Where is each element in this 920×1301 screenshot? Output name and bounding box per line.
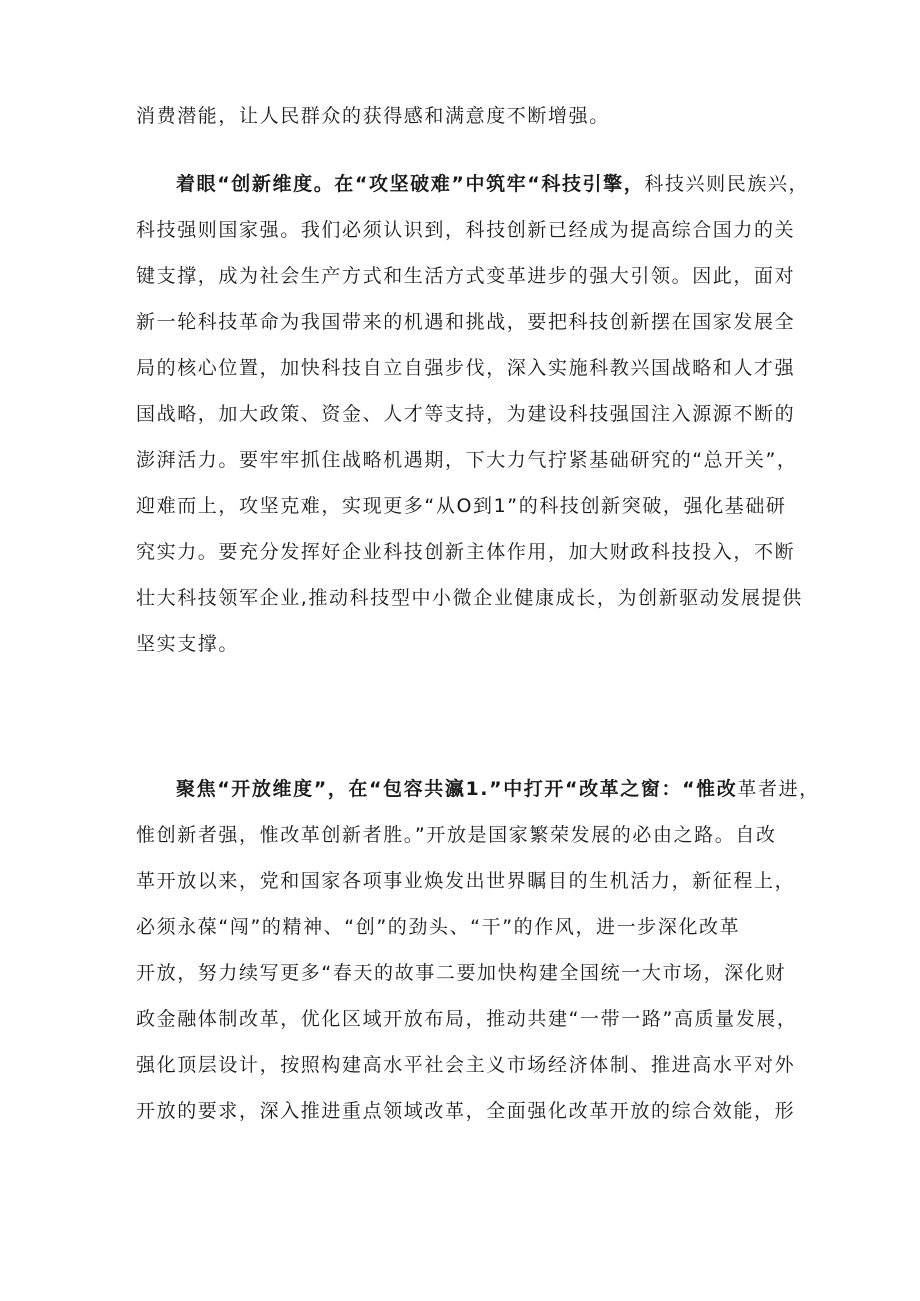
paragraph-2-line-9: 究实力。要充分发挥好企业科技创新主体作用，加大财政科技投入，不断 [136, 541, 796, 563]
paragraph-2-line-3: 键支撑，成为社会生产方式和生活方式变革进步的强大引领。因此，面对 [136, 265, 796, 287]
paragraph-2-line-11: 坚实支撑。 [136, 633, 240, 655]
paragraph-2-line-4: 新一轮科技革命为我国带来的机遇和挑战，要把科技创新摆在国家发展全 [136, 311, 796, 333]
paragraph-2-line-1-text: 科技兴则民族兴， [644, 173, 810, 195]
paragraph-2-line-2: 科技强则国家强。我们必须认识到，科技创新已经成为提高综合国力的关 [136, 219, 796, 241]
paragraph-2-line-7: 澎湃活力。要牢牢抓住战略机遇期，下大力气拧紧基础研究的“总开关”， [136, 449, 798, 471]
paragraph-3-line-2: 惟创新者强，惟改革创新者胜。”开放是国家繁荣发展的必由之路。自改 [136, 824, 777, 846]
paragraph-2-heading: 着眼“创新维度。在“攻坚破难”中筑牢“科技引擎， [176, 173, 645, 195]
paragraph-3-line-3: 革开放以来，党和国家各项事业焕发出世界瞩目的生机活力，新征程上， [136, 870, 796, 892]
paragraph-1-line-1: 消费潜能，让人民群众的获得感和满意度不断增强。 [136, 105, 610, 127]
paragraph-2-line-6: 国战略，加大政策、资金、人才等支持，为建设科技强国注入源源不断的 [136, 403, 796, 425]
paragraph-2-line-1 [176, 171, 810, 197]
paragraph-3-heading: 聚焦“开放维度”，在“包容共瀛1.”中打开“改革之窗：“惟改 [176, 778, 738, 800]
paragraph-2-line-5: 局的核心位置，加快科技自立自强步伐，深入实施科教兴国战略和人才强 [136, 357, 796, 379]
paragraph-3-line-1 [176, 776, 820, 802]
paragraph-2-line-8: 迎难而上，攻坚克难，实现更多“从O到1”的科技创新突破，强化基础研 [136, 495, 787, 517]
paragraph-2-line-10: 壮大科技领军企业,推动科技型中小微企业健康成长，为创新驱动发展提供 [136, 587, 803, 609]
paragraph-3-line-5: 开放，努力续写更多“春天的故事二要加快构建全国统一大市场，深化财 [136, 962, 787, 984]
paragraph-3-line-4: 必须永葆“闯”的精神、“创”的劲头、“干”的作风，进一步深化改革 [136, 916, 741, 938]
paragraph-3-line-8: 开放的要求，深入推进重点领域改革，全面强化改革开放的综合效能，形 [136, 1100, 796, 1122]
paragraph-3-line-6: 政金融体制改革，优化区域开放布局，推动共建“一带一路”高质量发展， [136, 1008, 798, 1030]
paragraph-3-line-7: 强化顶层设计，按照构建高水平社会主义市场经济体制、推进高水平对外 [136, 1054, 796, 1076]
paragraph-3-line-1-text: 革者进， [737, 778, 820, 800]
